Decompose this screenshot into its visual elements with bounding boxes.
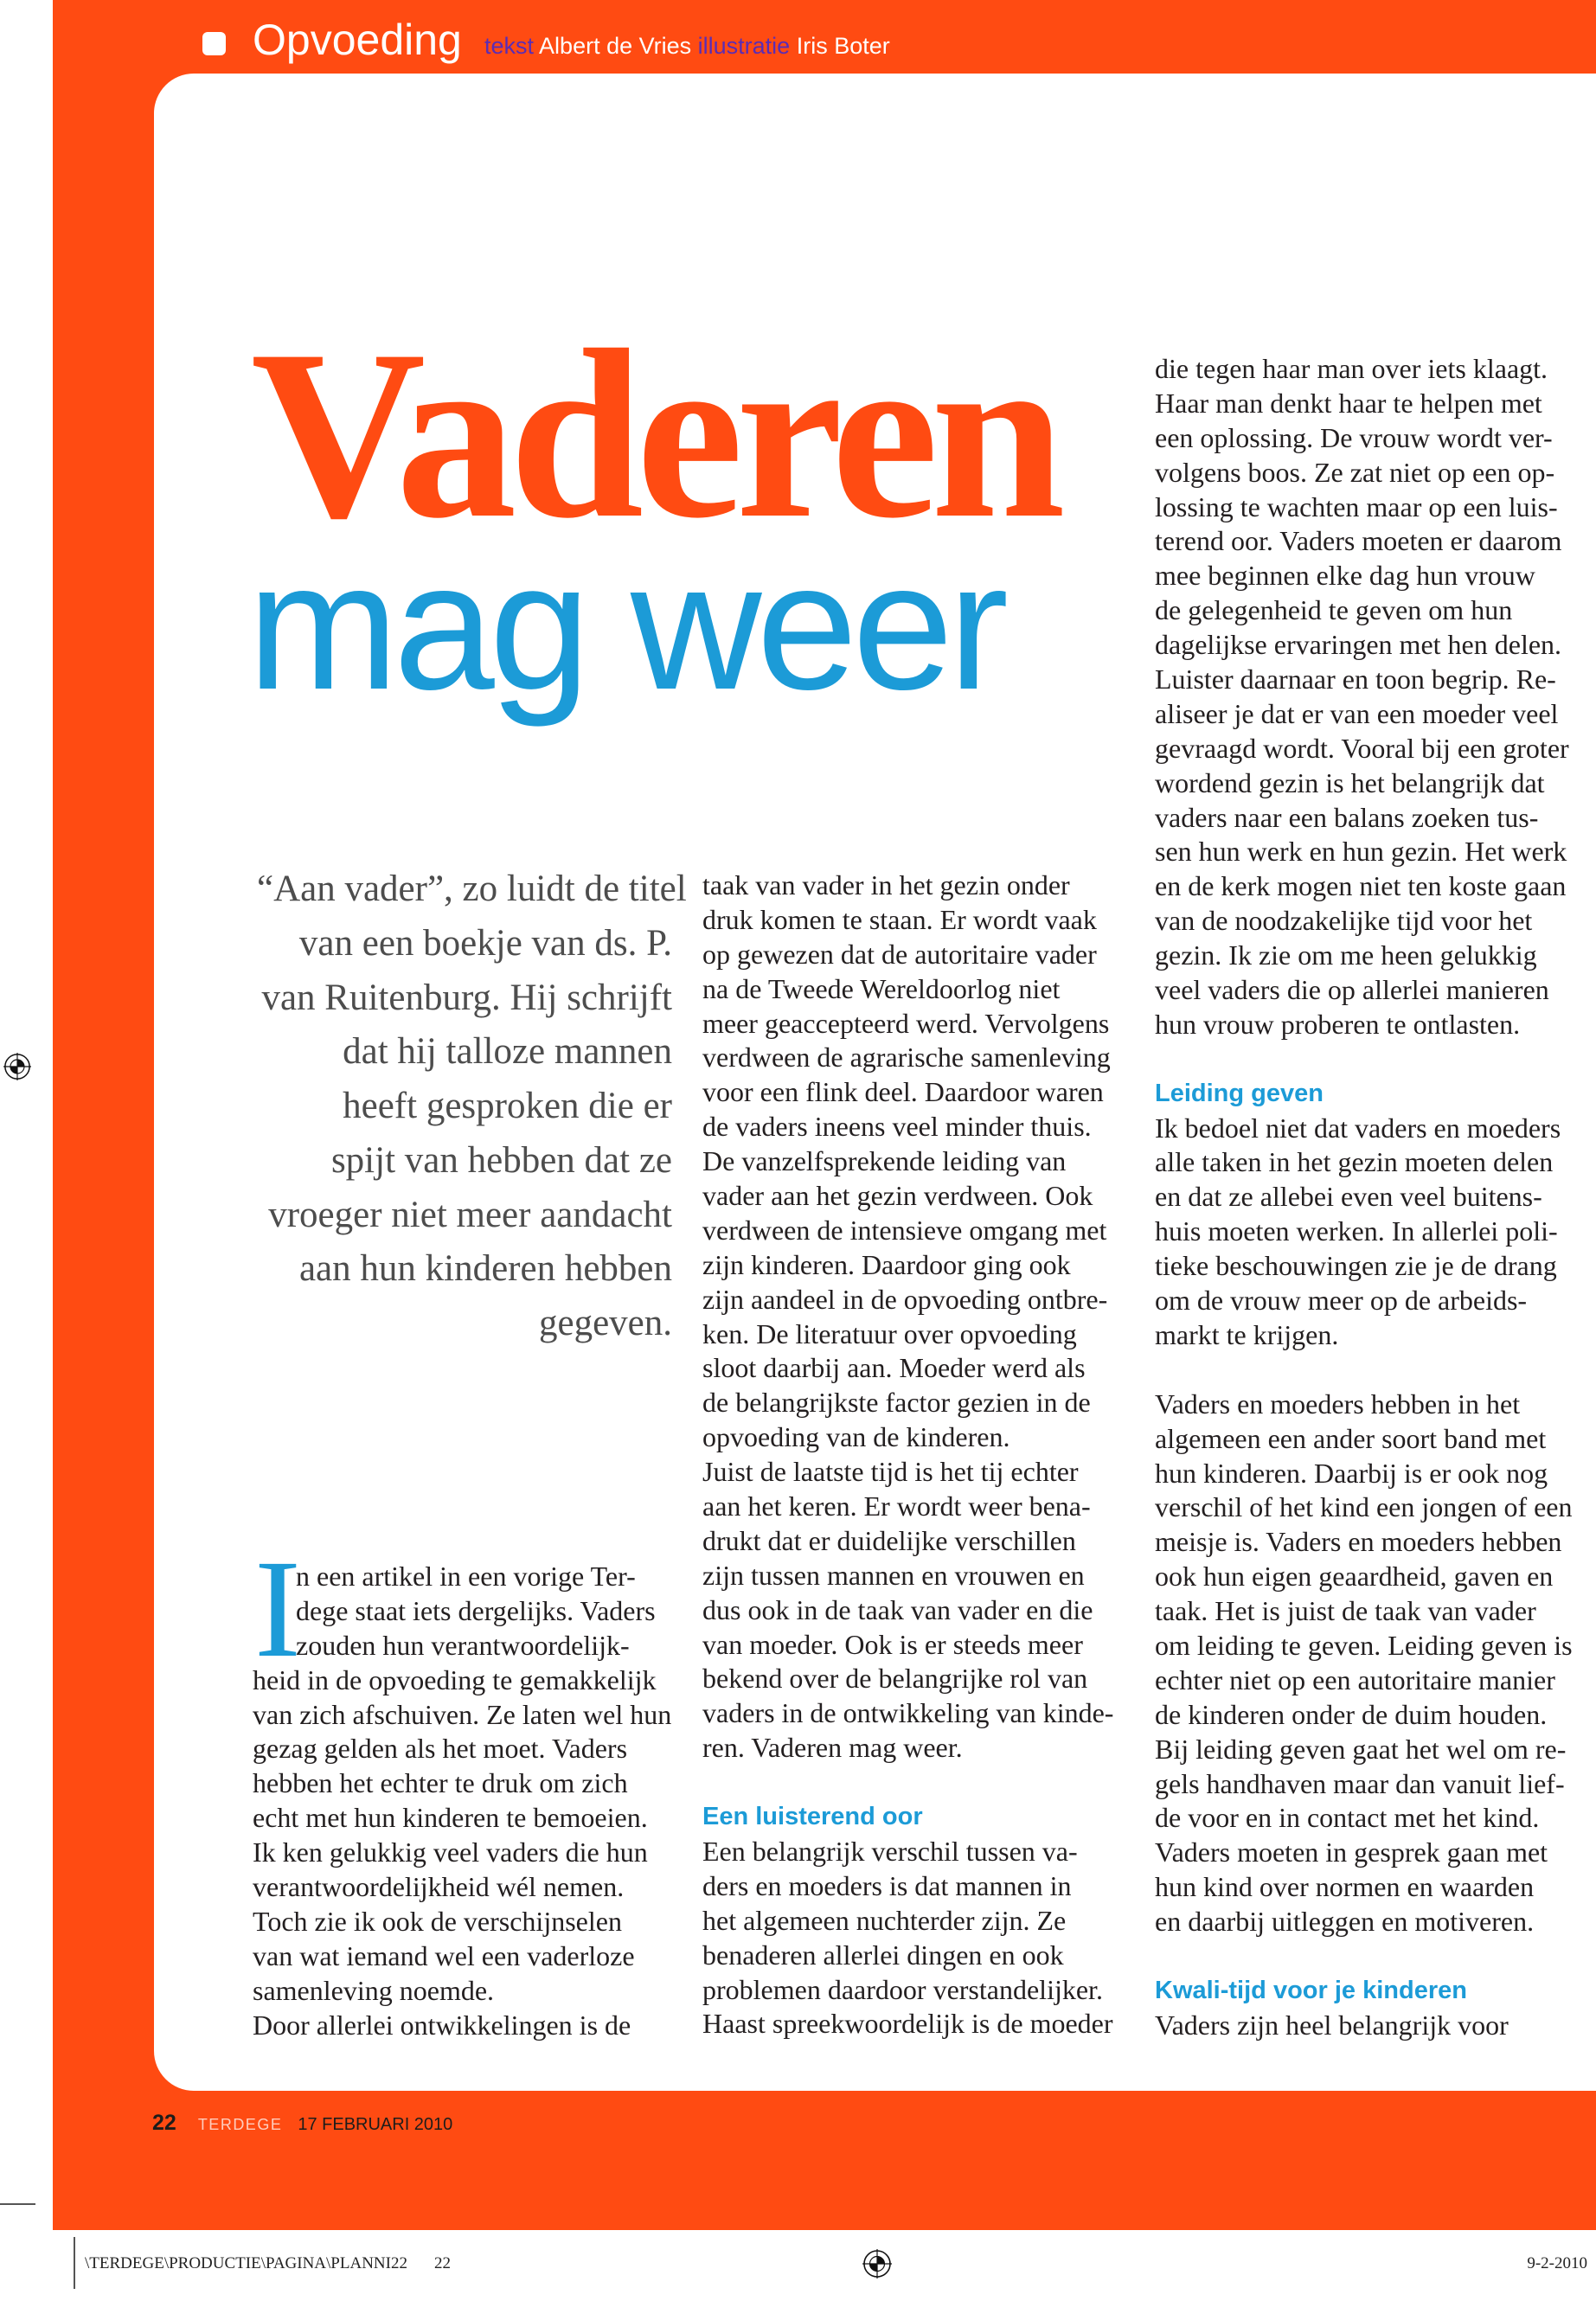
author-name: Albert de Vries [539, 33, 692, 59]
body-text-line: samenleving noemde. [253, 1974, 495, 2006]
body-text-line: van moeder. Ook is er steeds meer [702, 1628, 1083, 1660]
body-text-line: bekend over de belangrijke rol van [702, 1663, 1088, 1695]
body-text-line: Juist de laatste tijd is het tij echter [702, 1456, 1079, 1488]
body-text-line: voor een flink deel. Daardoor waren [702, 1076, 1104, 1108]
body-text-line: op gewezen dat de autoritaire vader [702, 938, 1097, 970]
body-text-line: tieke beschouwingen zie je de drang [1155, 1250, 1557, 1282]
body-text-line: opvoeding van de kinderen. [702, 1421, 1010, 1453]
body-text-line: aliseer je dat er van een moeder veel [1155, 697, 1559, 729]
body-text-line: hun kinderen. Daarbij is er ook nog [1155, 1457, 1548, 1489]
body-text-line: druk komen te staan. Er wordt vaak [702, 903, 1097, 935]
pull-quote-line: heeft gesproken die er [343, 1086, 672, 1126]
body-text-line: gezag gelden als het moet. Vaders [253, 1733, 628, 1765]
body-text-line: n een artikel in een vorige Ter- [296, 1561, 636, 1592]
magazine-name: TERDEGE [197, 2116, 283, 2133]
registration-mark-icon [3, 1053, 31, 1080]
body-text-line: de kinderen onder de duim houden. [1155, 1698, 1548, 1730]
body-text-line: zijn tussen mannen en vrouwen en [702, 1559, 1085, 1591]
body-text-line: ook hun eigen geaardheid, gaven en [1155, 1561, 1554, 1593]
body-text-line: om de vrouw meer op de arbeids- [1155, 1285, 1528, 1317]
body-text-line: sloot daarbij aan. Moeder werd als [702, 1352, 1086, 1384]
body-text-line: Haast spreekwoordelijk is de moeder [702, 2008, 1113, 2040]
paragraph-spacer [1155, 1353, 1587, 1388]
pull-quote-line: vroeger niet meer aandacht [268, 1194, 672, 1235]
pull-quote-line: aan hun kinderen hebben [298, 1248, 672, 1290]
section-heading: Een luisterend oor [702, 1803, 923, 1831]
body-text-line: zijn aandeel in de opvoeding ontbre- [702, 1283, 1108, 1315]
body-text-line: markt te krijgen. [1155, 1318, 1339, 1350]
registration-mark-icon [862, 2249, 892, 2279]
body-text-line: algemeen een ander soort band met [1155, 1422, 1547, 1454]
body-text-line: De vanzelfsprekende leiding van [702, 1145, 1067, 1177]
pull-quote-line: gegeven. [538, 1303, 672, 1343]
article-title: Vaderen [251, 299, 1058, 568]
page-number: 22 [152, 2111, 176, 2135]
body-text-line: de gelegenheid te geven om hun [1155, 594, 1513, 626]
body-text-line: sen hun werk en hun gezin. Het werk [1155, 836, 1567, 868]
body-text-line: de belangrijkste factor gezien in de [702, 1387, 1091, 1419]
body-text-line: dege staat iets dergelijks. Vaders [296, 1594, 656, 1626]
body-text-line: Vaders en moeders hebben in het [1155, 1388, 1521, 1420]
paragraph-spacer [702, 1766, 1135, 1800]
body-text-line: wordend gezin is het belangrijk dat [1155, 766, 1545, 798]
body-text-line: zouden hun verantwoordelijk- [296, 1629, 630, 1661]
illustration-credit-label: illustratie [697, 33, 791, 59]
body-text-line: huis moeten werken. In allerlei poli- [1155, 1215, 1558, 1247]
pull-quote-line: van een boekje van ds. P. [298, 922, 672, 964]
body-text-line: veel vaders die op allerlei manieren [1155, 974, 1549, 1006]
body-text-line: om leiding te geven. Leiding geven is [1155, 1629, 1573, 1661]
text-credit-label: tekst [484, 33, 535, 59]
body-text-line: Toch zie ik ook de verschijnselen [253, 1905, 622, 1937]
slug-page-number: 22 [434, 2254, 451, 2272]
body-text-line: meer geaccepteerd werd. Vervolgens [702, 1007, 1110, 1039]
pull-quote-line: “Aan vader”, zo luidt de titel [257, 868, 687, 909]
body-text-line: taak. Het is juist de taak van vader [1155, 1595, 1536, 1627]
article-subtitle: mag weer [247, 524, 1004, 727]
article-column-2 [702, 868, 1135, 2041]
article-column-1 [253, 1560, 676, 2042]
body-text-line: verschil of het kind een jongen of een [1155, 1491, 1573, 1523]
body-text-line: de voor en in contact met het kind. [1155, 1802, 1540, 1834]
section-label: Opvoeding [253, 16, 462, 64]
body-text-line: ken. De literatuur over opvoeding [702, 1317, 1077, 1349]
crop-mark [74, 2237, 75, 2289]
body-text-line: heid in de opvoeding te gemakkelijk [253, 1663, 657, 1695]
body-text-line: vaders naar een balans zoeken tus- [1155, 801, 1539, 833]
section-heading: Leiding geven [1155, 1079, 1324, 1107]
body-text-line: Vaders moeten in gesprek gaan met [1155, 1836, 1548, 1868]
body-text-line: hun kind over normen en waarden [1155, 1871, 1535, 1903]
body-text-line: die tegen haar man over iets klaagt. [1155, 353, 1548, 384]
body-text-line: terend oor. Vaders moeten er daarom [1155, 525, 1562, 557]
body-text-line: Door allerlei ontwikkelingen is de [253, 2009, 631, 2041]
body-text-line: de vaders ineens veel minder thuis. [702, 1111, 1092, 1143]
body-text-line: Haar man denkt haar te helpen met [1155, 387, 1542, 419]
body-text-line: verantwoordelijkheid wél nemen. [253, 1871, 625, 1903]
body-text-line: aan het keren. Er wordt weer bena- [702, 1490, 1091, 1522]
body-text-line: Een belangrijk verschil tussen va- [702, 1835, 1078, 1867]
body-text-line: dus ook in de taak van vader en die [702, 1593, 1093, 1625]
body-text-line: gevraagd wordt. Vooral bij een groter [1155, 732, 1569, 764]
page-footer [152, 2111, 452, 2136]
section-heading: Kwali-tijd voor je kinderen [1155, 1976, 1467, 2004]
slug-file-path: \TERDEGE\PRODUCTIE\PAGINA\PLANNI22 [85, 2254, 407, 2272]
body-text-line: Bij leiding geven gaat het wel om re- [1155, 1733, 1567, 1765]
crop-mark [0, 2203, 35, 2205]
body-text-line: na de Tweede Wereldoorlog niet [702, 972, 1061, 1004]
body-text-line: volgens boos. Ze zat niet op een op- [1155, 456, 1555, 488]
paragraph-spacer [1155, 1042, 1587, 1077]
body-text-line: gels handhaven maar dan vanuit lief- [1155, 1767, 1565, 1799]
body-text-line: dagelijkse ervaringen met hen delen. [1155, 629, 1562, 661]
body-text-line: ren. Vaderen mag weer. [702, 1732, 963, 1764]
body-text-line: en daarbij uitleggen en motiveren. [1155, 1906, 1535, 1938]
body-text-line: van wat iemand wel een vaderloze [253, 1939, 635, 1971]
illustrator-name: Iris Boter [796, 33, 890, 59]
body-text-line: alle taken in het gezin moeten delen [1155, 1146, 1554, 1178]
body-text-line: benaderen allerlei dingen en ook [702, 1939, 1064, 1971]
body-text-line: lossing te wachten maar op een luis- [1155, 490, 1558, 522]
pull-quote-line: dat hij talloze mannen [343, 1031, 672, 1073]
body-text-line: vader aan het gezin verdween. Ook [702, 1180, 1093, 1212]
body-text-line: en de kerk mogen niet ten koste gaan [1155, 870, 1567, 902]
issue-date: 17 FEBRUARI 2010 [298, 2115, 453, 2134]
body-text-line: Luister daarnaar en toon begrip. Re- [1155, 663, 1556, 695]
body-text-line: taak van vader in het gezin onder [702, 869, 1070, 901]
body-text-line: Ik bedoel niet dat vaders en moeders [1155, 1112, 1561, 1144]
body-text-line: verdween de agrarische samenleving [702, 1042, 1111, 1074]
body-text-line: echt met hun kinderen te bemoeien. [253, 1802, 648, 1834]
drop-cap: I [254, 1532, 301, 1687]
body-text-line: gezin. Ik zie om me heen gelukkig [1155, 939, 1537, 971]
pull-quote [257, 862, 687, 1351]
body-text-line: mee beginnen elke dag hun vrouw [1155, 560, 1535, 592]
paragraph-spacer [1155, 1939, 1587, 1974]
body-text-line: zijn kinderen. Daardoor ging ook [702, 1248, 1071, 1280]
body-text-line: echter niet op een autoritaire manier [1155, 1663, 1555, 1695]
pull-quote-line: spijt van hebben dat ze [330, 1139, 672, 1181]
body-text-line: ders en moeders is dat mannen in [702, 1869, 1072, 1901]
body-text-line: en dat ze allebei even veel buitens- [1155, 1181, 1542, 1213]
body-text-line: problemen daardoor verstandelijker. [702, 1973, 1103, 2005]
body-text-line: verdween de intensieve omgang met [702, 1214, 1107, 1246]
body-text-line: hun vrouw proberen te ontlasten. [1155, 1008, 1521, 1040]
square-bullet-icon [202, 32, 226, 55]
body-text-line: drukt dat er duidelijke verschillen [702, 1524, 1076, 1556]
body-text-line: van zich afschuiven. Ze laten wel hun [253, 1698, 672, 1730]
body-text-line: hebben het echter te druk om zich [253, 1767, 628, 1799]
body-text-line: het algemeen nuchterder zijn. Ze [702, 1904, 1067, 1936]
body-text-line: een oplossing. De vrouw wordt ver- [1155, 421, 1553, 453]
body-text-line: vaders in de ontwikkeling van kinde- [702, 1697, 1114, 1729]
slug-date: 9-2-2010 [1527, 2254, 1587, 2272]
article-credits [484, 35, 890, 58]
body-text-line: meisje is. Vaders en moeders hebben [1155, 1526, 1562, 1558]
pull-quote-line: van Ruitenburg. Hij schrijft [261, 977, 672, 1018]
body-text-line: van de noodzakelijke tijd voor het [1155, 905, 1533, 937]
body-text-line: Vaders zijn heel belangrijk voor [1155, 2009, 1509, 2041]
body-text-line: Ik ken gelukkig veel vaders die hun [253, 1836, 648, 1868]
article-column-3 [1155, 352, 1587, 2043]
